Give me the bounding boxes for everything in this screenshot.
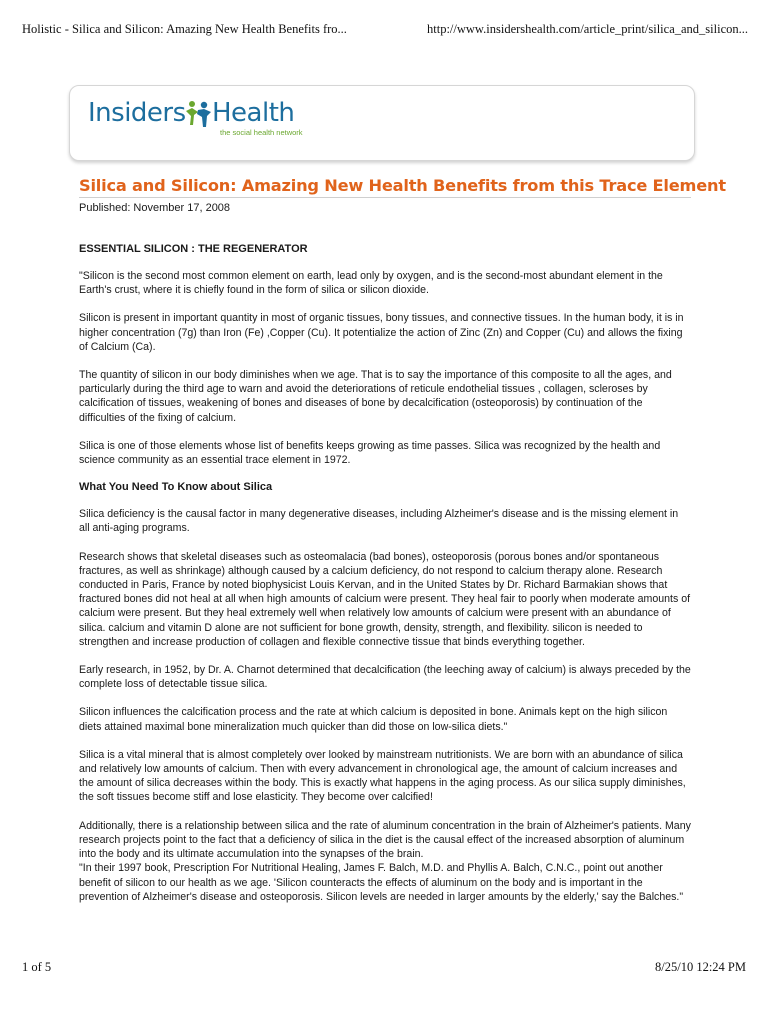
paragraph: Silica deficiency is the causal factor in many degenerative diseases, including Alzheimer's disease and is the missing element in all anti-aging programs. [79,508,679,535]
paragraph-quote: "In their 1997 book, Prescription For Nutritional Healing, James F. Balch, M.D. and Phyllis A. Balch, C.N.C., point out another benefit of silicon to our health as we age. 'Silicon counteracts the effects of aluminum on the body and is important in the prevention of Alzheimer's disease and osteoporosis. Silicon levels are needed in larger amounts by the elderly,' say the Balches." [79,862,684,903]
paragraph: The quantity of silicon in our body diminishes when we age. That is to say the importance of this composite to all the ages, and particularly during the third age to warn and avoid the deteriorations of reticule endothelial tissues , collagen, scleroses by calcification of tissues, weakening of bones and diseases of bone by decalcification (osteoporosis) by continuation of the difficulties of the fixing of calcium. [79,369,672,424]
logo-text-health: Health [212,98,295,128]
paragraph: Silicon influences the calcification process and the rate at which calcium is deposited in bone. Animals kept on the high silicon diets attained maximal bone mineralization much quicker than did those on low-silica diets." [79,706,668,733]
article-title: Silica and Silicon: Amazing New Health Benefits from this Trace Element [79,176,691,198]
paragraph: Silicon is present in important quantity in most of organic tissues, bony tissues, and connective tissues. In the human body, it is in higher concentration (7g) than Iron (Fe) ,Copper (Cu). It potentialize the action of Zinc (Zn) and Copper (Cu) and allows the fixing of Calcium (Ca). [79,312,684,353]
subheading: What You Need To Know about Silica [79,481,273,494]
paragraph: "Silicon is the second most common element on earth, lead only by oxygen, and is the second-most abundant element in the Earth's crust, where it is chiefly found in the form of silica or silicon dioxide. [79,270,663,297]
logo-tagline: the social health network [220,128,303,137]
print-timestamp: 8/25/10 12:24 PM [655,960,746,974]
logo-banner [69,85,695,161]
paragraph: Early research, in 1952, by Dr. A. Charnot determined that decalcification (the leeching away of calcium) is always preceded by the complete loss of detectable tissue silica. [79,664,691,691]
print-header-url: http://www.insidershealth.com/article_print/silica_and_silicon... [427,22,748,36]
paragraph: Additionally, there is a relationship between silica and the rate of aluminum concentration in the brain of Alzheimer's patients. Many research projects point to the fact that a deficiency of silica in the diet is the causal effect of the increased absorption of aluminum into the body and its ultimate accumulation into the synapses of the brain. [79,819,691,861]
insiders-health-logo[interactable] [88,97,348,141]
section-heading: ESSENTIAL SILICON : THE REGENERATOR [79,243,308,255]
article [79,176,726,904]
print-header [22,22,748,40]
page-counter: 1 of 5 [22,960,52,974]
print-header-title: Holistic - Silica and Silicon: Amazing New Health Benefits fro... [22,22,347,36]
paragraph: Silica is a vital mineral that is almost completely over looked by mainstream nutritionists. We are born with an abundance of silica and relatively low amounts of calcium. Then with every advancement in chronological age, the amount of calcium increases and the amount of silica decreases within the body. This is exactly what happens in the aging process. As our silica supply diminishes, the soft tissues become stiff and lose elasticity. They become over calcified! [79,748,686,804]
logo-text-insiders: Insiders [88,98,186,128]
paragraph: Silica is one of those elements whose list of benefits keeps growing as time passes. Silica was recognized by the health and science community as an essential trace element in 1972. [79,439,661,467]
people-figures-icon [183,99,213,129]
paragraph: Research shows that skeletal diseases such as osteomalacia (bad bones), osteoporosis (porous bones and/or spontaneous fractures, as well as shrinkage) although caused by a calcium deficiency, do not respond to calcium therapy alone. Research conducted in Paris, France by noted biophysicist Louis Kervan, and in the United States by Dr. Richard Barmakian shows that fractured bones did not heal at all when high amounts of calcium were present. They heal fair to poorly when moderate amounts of calcium were present. But they heal extremely well when relatively low amounts of calcium were present with an abundance of silica. calcium and vitamin D alone are not sufficient for bone growth, density, strength, and flexibility. silicon is needed to strengthen and increase production of collagen and flexible connective tissue that binds everything together. [79,550,691,648]
published-date: Published: November 17, 2008 [79,202,231,214]
